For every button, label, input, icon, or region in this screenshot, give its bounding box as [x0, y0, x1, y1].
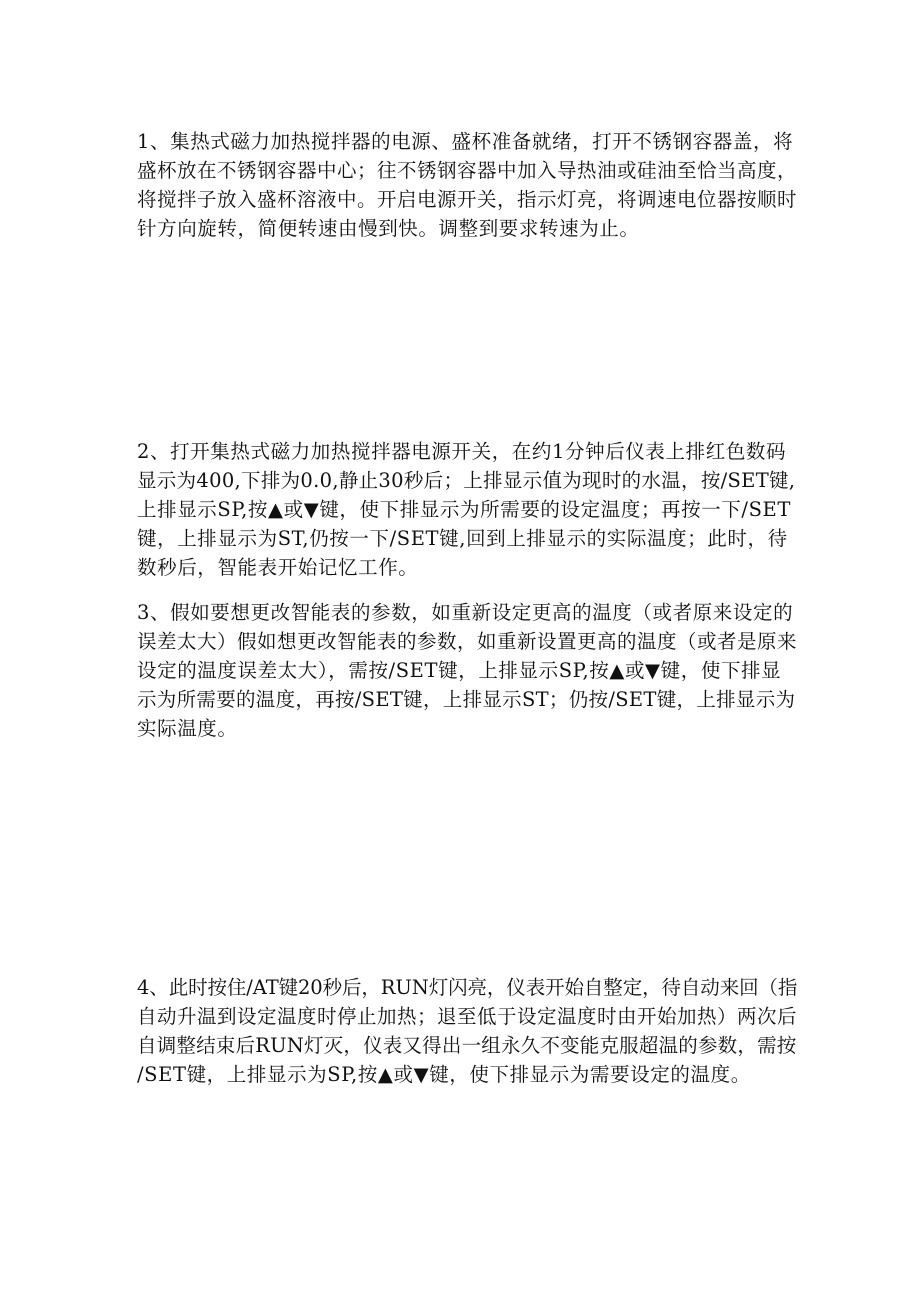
text-line: 自调整结束后RUN灯灭，仪表又得出一组永久不变能克服超温的参数，需按 — [137, 1034, 797, 1057]
text-line: 将搅拌子放入盛杯溶液中。开启电源开关，指示灯亮，将调速电位器按顺时 — [137, 188, 798, 211]
text-line: 示为所需要的温度，再按/SET键，上排显示ST；仍按/SET键，上排显示为 — [137, 688, 796, 711]
paragraph-step-3 — [137, 598, 797, 743]
text-line: 键，上排显示为ST,仍按一下/SET键,回到上排显示的实际温度；此时，待 — [137, 527, 788, 550]
text-line: 2、打开集热式磁力加热搅拌器电源开关，在约1分钟后仪表上排红色数码 — [137, 440, 787, 463]
text-line: 盛杯放在不锈钢容器中心；往不锈钢容器中加入导热油或硅油至恰当高度， — [137, 159, 798, 182]
text-line: /SET键，上排显示为SP,按▲或▼键，使下排显示为需要设定的温度。 — [137, 1063, 751, 1086]
text-line: 1、集热式磁力加热搅拌器的电源、盛杯准备就绪，打开不锈钢容器盖，将 — [137, 130, 794, 153]
text-line: 数秒后，智能表开始记忆工作。 — [137, 556, 419, 579]
text-line: 3、假如要想更改智能表的参数，如重新设定更高的温度（或者原来设定的 — [137, 601, 794, 624]
paragraph-step-2 — [137, 437, 797, 582]
text-line: 设定的温度误差太大），需按/SET键，上排显示SP,按▲或▼键，使下排显 — [137, 659, 782, 682]
text-line: 上排显示SP,按▲或▼键，使下排显示为所需要的设定温度；再按一下/SET — [137, 498, 791, 521]
text-line: 误差太大）假如想更改智能表的参数，如重新设置更高的温度（或者是原来 — [137, 630, 798, 653]
text-line: 显示为400,下排为0.0,静止30秒后；上排显示值为现时的水温，按/SET键, — [137, 469, 796, 492]
text-line: 4、此时按住/AT键20秒后，RUN灯闪亮，仪表开始自整定，待自动来回（指 — [137, 976, 798, 999]
text-line: 自动升温到设定温度时停止加热；退至低于设定温度时由开始加热）两次后 — [137, 1005, 798, 1028]
paragraph-step-4 — [137, 973, 797, 1089]
paragraph-step-1 — [137, 127, 797, 243]
text-line: 实际温度。 — [137, 717, 238, 740]
text-line: 针方向旋转，简便转速由慢到快。调整到要求转速为止。 — [137, 217, 640, 240]
